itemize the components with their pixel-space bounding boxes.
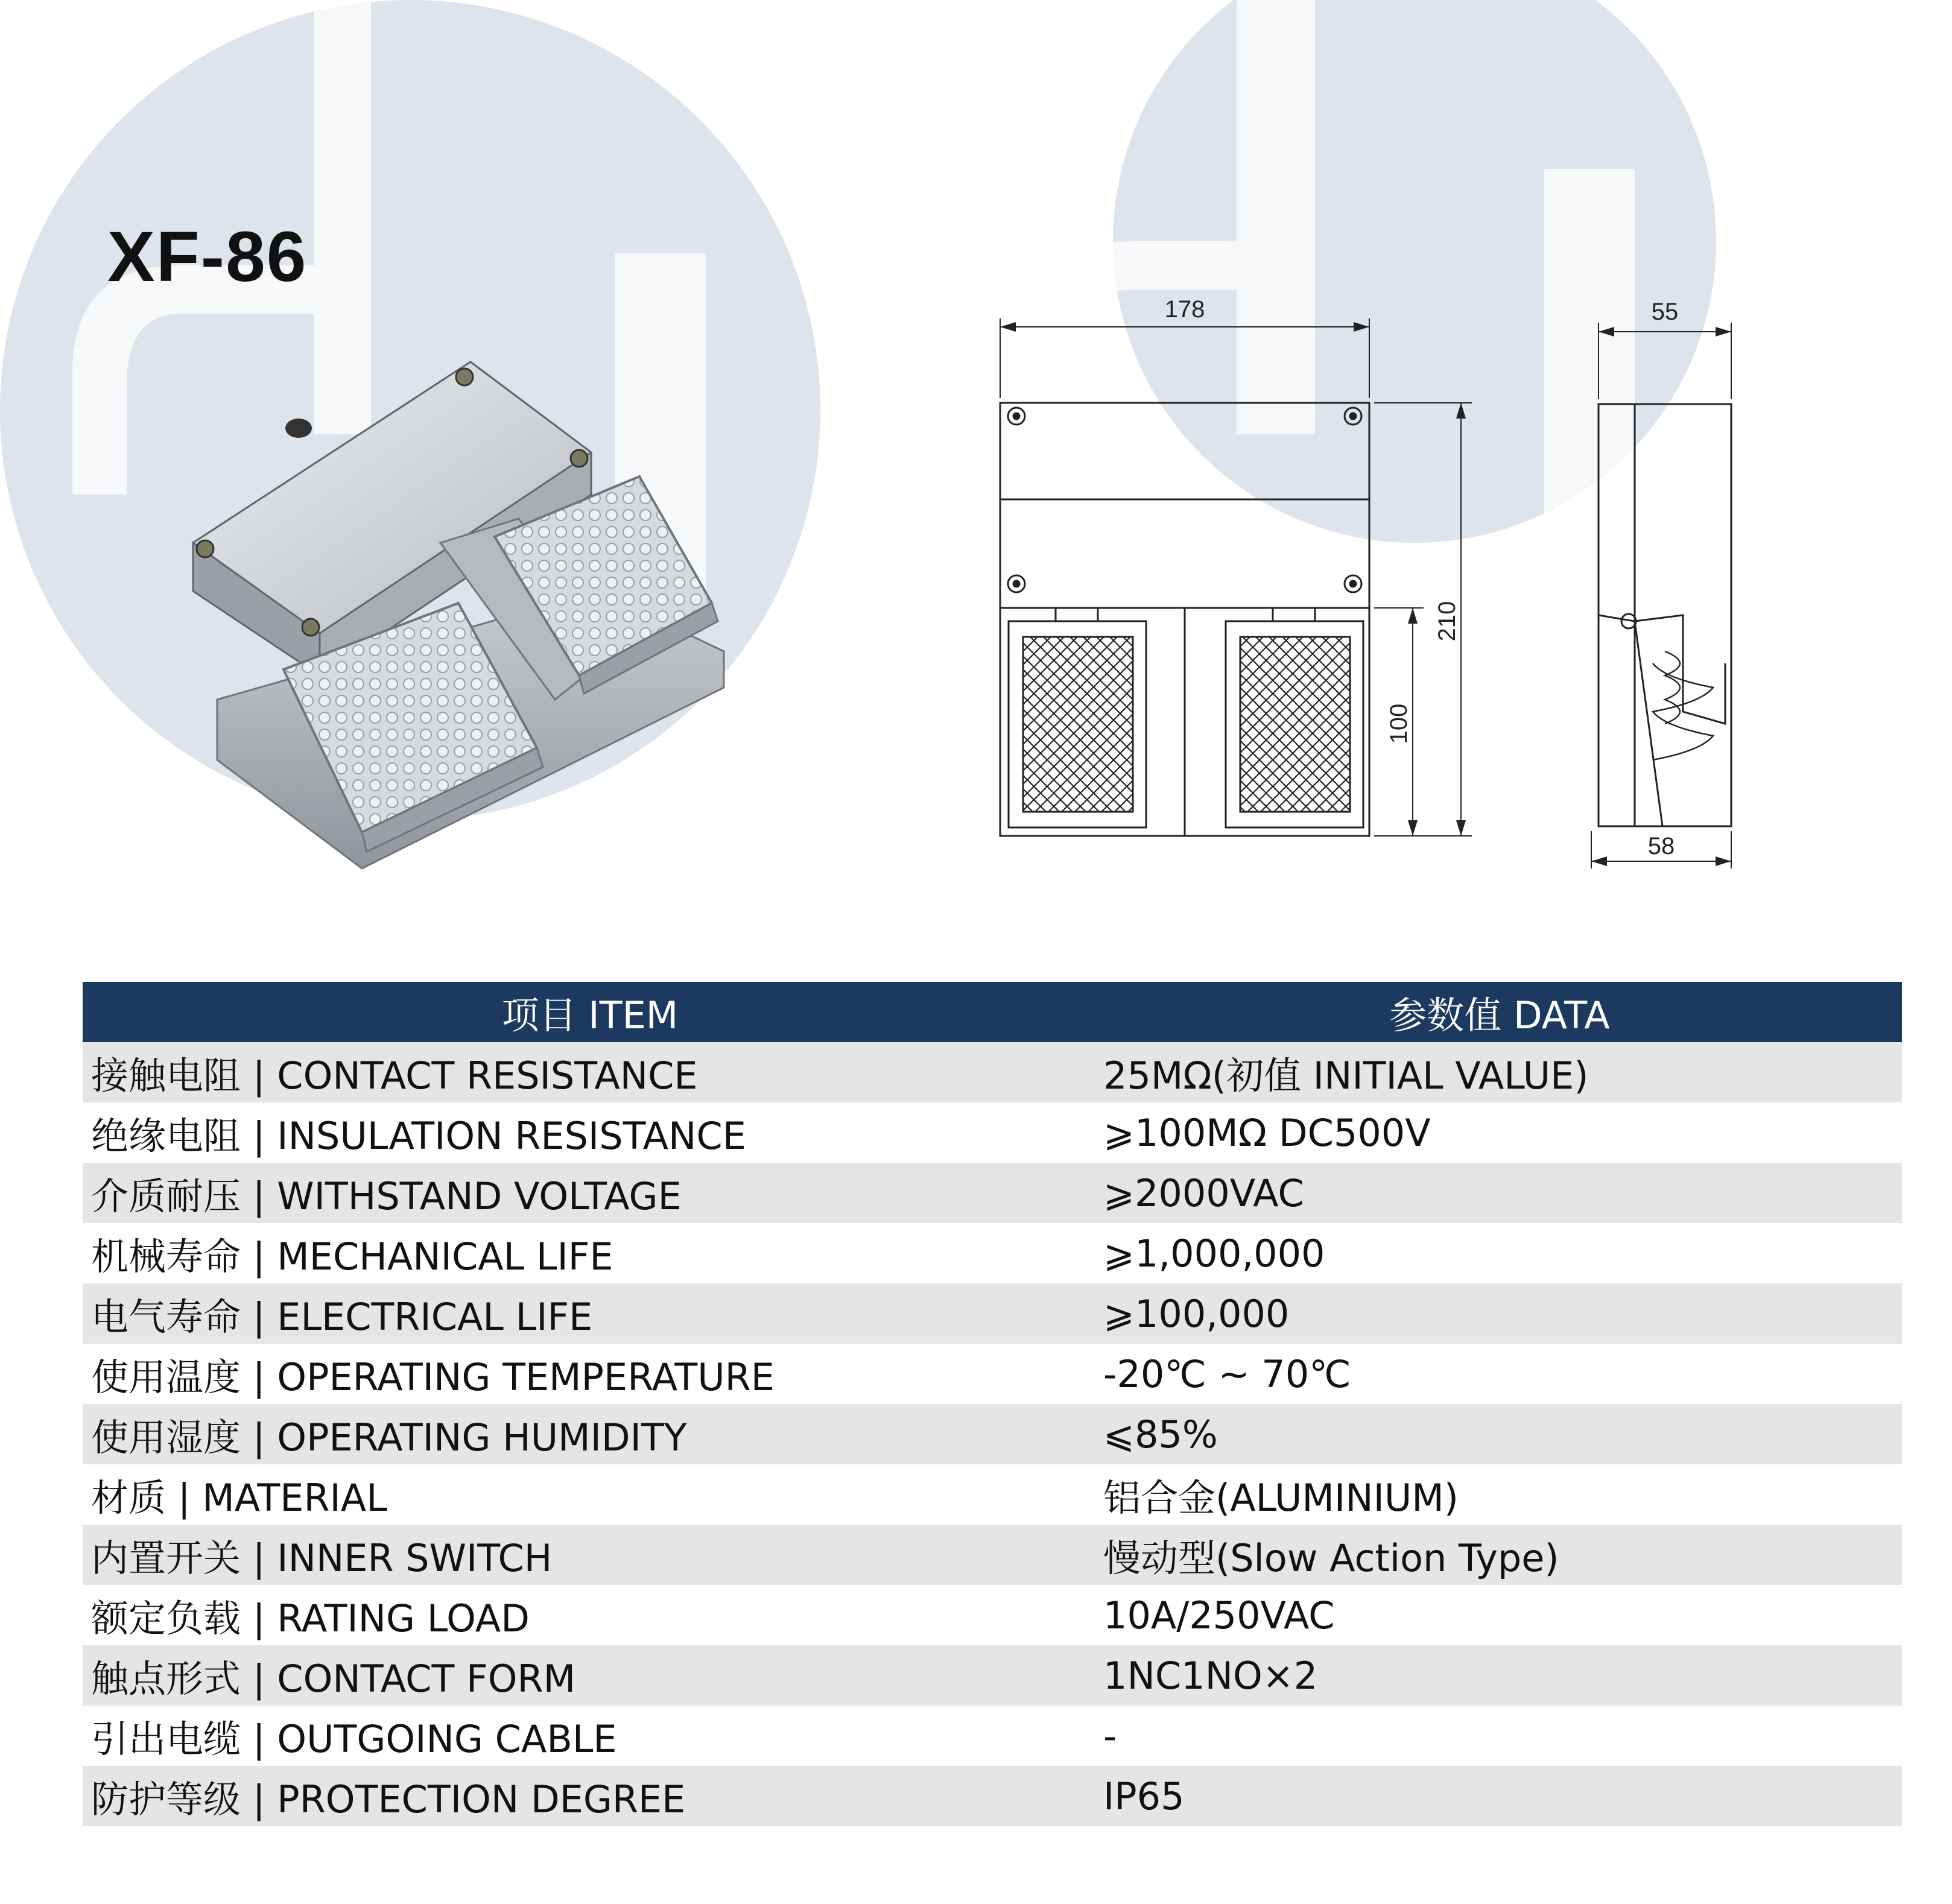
row-item: 防护等级 | PROTECTION DEGREE [83, 1766, 1097, 1826]
dim-side-bottom: 58 [1647, 833, 1675, 859]
row-value: -20℃ ~ 70℃ [1103, 1352, 1351, 1396]
row-item: 接触电阻 | CONTACT RESISTANCE [83, 1042, 1097, 1102]
row-item: 触点形式 | CONTACT FORM [83, 1645, 1097, 1706]
table-header-row [83, 982, 1902, 1042]
row-item: 介质耐压 | WITHSTAND VOLTAGE [83, 1163, 1097, 1223]
dim-side-top: 55 [1651, 299, 1679, 325]
table-row [83, 1223, 1902, 1283]
header-item: 项目 ITEM [83, 982, 1097, 1042]
row-value: 25MΩ(初值 INITIAL VALUE) [1097, 1042, 1902, 1102]
row-item: 材质 | MATERIAL [91, 1475, 387, 1520]
row-value: ⩽85% [1097, 1404, 1902, 1464]
row-item: 使用温度 | OPERATING TEMPERATURE [91, 1355, 775, 1399]
table-row [83, 1706, 1902, 1766]
dim-front-height: 210 [1434, 601, 1460, 642]
row-item: 绝缘电阻 | INSULATION RESISTANCE [91, 1113, 746, 1158]
row-item: 额定负载 | RATING LOAD [91, 1596, 530, 1640]
table-row [83, 1283, 1902, 1344]
table-row [83, 1404, 1902, 1464]
dim-front-width: 178 [1164, 296, 1205, 323]
table-row [83, 1525, 1902, 1585]
row-value: 慢动型(Slow Action Type) [1097, 1525, 1902, 1585]
row-value: ⩾100,000 [1097, 1283, 1902, 1344]
row-item: 机械寿命 | MECHANICAL LIFE [91, 1234, 613, 1279]
dim-pedal-height: 100 [1386, 703, 1412, 744]
table-row [83, 1585, 1902, 1645]
table-row [83, 1042, 1902, 1102]
table-row [83, 1645, 1902, 1706]
table-row [83, 1766, 1902, 1826]
row-value: ⩾2000VAC [1097, 1163, 1902, 1223]
table-row [83, 1344, 1902, 1404]
row-value: IP65 [1097, 1766, 1902, 1826]
row-value: 1NC1NO×2 [1097, 1645, 1902, 1706]
row-value: 铝合金(ALUMINIUM) [1103, 1475, 1459, 1520]
row-item: 内置开关 | INNER SWITCH [83, 1525, 1097, 1585]
product-photo [181, 338, 748, 881]
row-value: - [1103, 1713, 1117, 1758]
dimension-drawing [941, 229, 1882, 899]
table-row [83, 1464, 1902, 1525]
header-data: 参数值 DATA [1097, 982, 1902, 1042]
table-row [83, 1163, 1902, 1223]
table-row [83, 1102, 1902, 1163]
row-item: 电气寿命 | ELECTRICAL LIFE [83, 1283, 1097, 1344]
row-value: 10A/250VAC [1103, 1593, 1335, 1637]
row-item: 引出电缆 | OUTGOING CABLE [91, 1716, 617, 1761]
row-item: 使用湿度 | OPERATING HUMIDITY [83, 1404, 1097, 1464]
model-title: XF-86 [107, 217, 308, 297]
spec-table [83, 982, 1902, 1826]
row-value: ⩾1,000,000 [1103, 1231, 1325, 1276]
row-value: ⩾100MΩ DC500V [1103, 1110, 1431, 1155]
